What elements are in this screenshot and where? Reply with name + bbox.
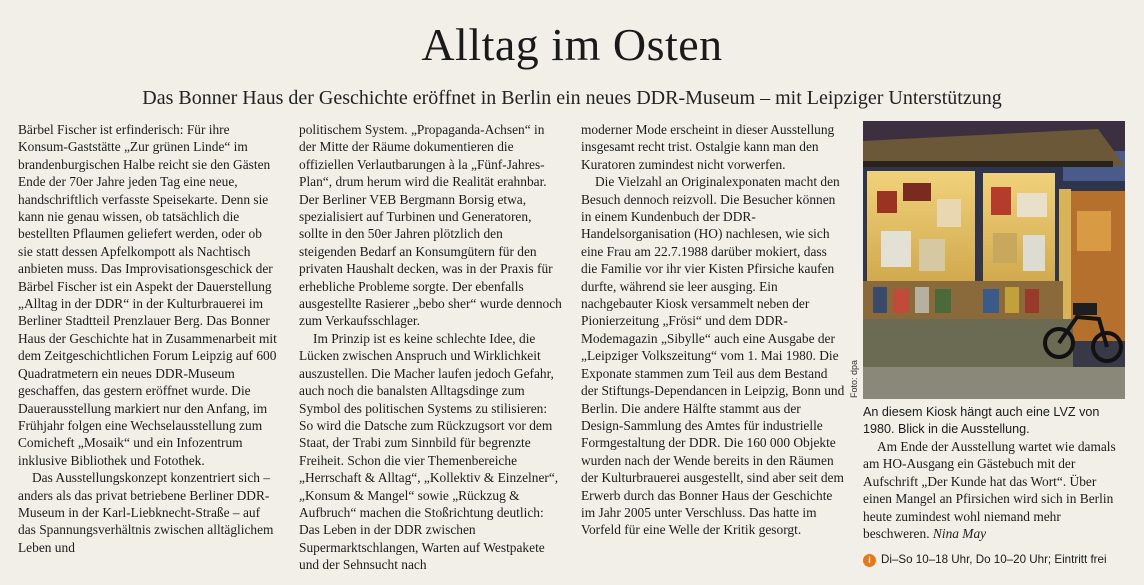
paragraph — [863, 438, 1127, 542]
kiosk-photo-image — [863, 121, 1125, 399]
subheadline: Das Bonner Haus der Geschichte eröffnet in Berlin ein neues DDR-Museum – mit Leipziger Unterstützung — [142, 87, 1002, 109]
paragraph: moderner Mode erscheint in dieser Ausstellung insgesamt recht trist. Ostalgie kann man den Kuratoren zumindest nicht vorwerfen. — [581, 122, 835, 172]
article-column-2 — [299, 121, 563, 574]
kiosk-photo — [863, 121, 1125, 399]
paragraph: politischem System. „Propaganda-Achsen“ in der Mitte der Räume dokumentieren die offiziellen Verlautbarungen à la „Fünf-Jahres-Plan“, drum herum wird die Realität erahnbar. Der Berliner VEB Bergmann Borsig etwa, spezialisiert auf Turbinen und Generatoren, sollte in den 50er Jahren plötzlich den steigenden Bedarf an Konsumgütern für den privaten Haushalt decken, was in der Praxis für erhebliche Probleme sorgte. Der ebenfalls ausgestellte Rasierer „bebo sher“ wurde dennoch zum Verkaufsschlager. — [299, 122, 562, 329]
opening-hours-info — [863, 552, 1133, 568]
info-icon: i — [863, 554, 876, 567]
photo-caption: An diesem Kiosk hängt auch eine LVZ von 1980. Blick in die Ausstellung. — [863, 405, 1100, 436]
paragraph: Das Ausstellungskonzept konzentriert sich – anders als das privat betriebene Berliner DDR-Museum in der Karl-Liebknecht-Straße – auf das Spannungsverhältnis zwischen alltäglichem Leben und — [18, 470, 274, 555]
paragraph-text: Am Ende der Ausstellung wartet wie damals am HO-Ausgang ein Gästebuch mit der Aufschrift „Der Kunde hat das Wort“. Über einen Mangel an Pfirsichen wird sich in Berlin heute zumindest wohl niemand mehr beschweren. — [863, 439, 1116, 542]
opening-hours-text: Di–So 10–18 Uhr, Do 10–20 Uhr; Eintritt frei — [881, 553, 1107, 566]
article-column-4 — [863, 438, 1127, 542]
paragraph: Bärbel Fischer ist erfinderisch: Für ihre Konsum-Gaststätte „Zur grünen Linde“ im brandenburgischen Halbe reicht sie den Gästen Ende der 70er Jahre jeden Tag eine neue, handschriftlich verfasste Speisekarte. Denn sie kann nie genau wissen, ob tatsächlich die bestellten Pflaumen geliefert werden, oder ob sie statt dessen Apfelkompott als Nachtisch anbieten muss. Das Improvisationsgeschick der Bärbel Fischer ist ein Aspekt der Dauerstellung „Alltag in der DDR“ in der Kulturbrauerei im Berliner Stadtteil Prenzlauer Berg. Das Bonner Haus der Geschichte hat in Zusammenarbeit mit dem Zeitgeschichtlichen Forum Leipzig auf 600 Quadratmetern ein neues DDR-Museum geschaffen, das gestern eröffnet wurde. Die Dauerausstellung markiert nur den Anfang, im Frühjahr folgen eine Wechselausstellung zum Comicheft „Mosaik“ und ein Infozentrum inklusive Bibliothek und Fotothek. — [18, 122, 277, 468]
article-column-3 — [581, 121, 845, 539]
headline: Alltag im Osten — [421, 19, 723, 70]
paragraph: Im Prinzip ist es keine schlechte Idee, die Lücken zwischen Anspruch und Wirklichkeit auszustellen. Die Macher laufen jedoch Gefahr, auch noch die banalsten Alltagsdinge zum Symbol des politischen Systems zu stilisieren: So wird die Datsche zum Rückzugsort vor dem Staat, der Trabi zum Sinnbild für begrenzte Freiheit. Schon die vier Themenbereiche „Herrschaft & Alltag“, „Kollektiv & Einzelner“, „Konsum & Mangel“ sowie „Rückzug & Aufbruch“ machen die Stoßrichtung deutlich: Das Leben in der DDR zwischen Supermarktschlangen, Warten auf Westpakete und der Sehnsucht nach — [299, 330, 559, 573]
paragraph: Die Vielzahl an Originalexponaten macht den Besuch dennoch reizvoll. Die Besucher können in einem Kundenbuch der DDR-Handelsorganisation (HO) nachlesen, wie sich eine Frau am 22.7.1988 darüber mokiert, dass die Familie vor ihr vier Kisten Pfirsiche kaufen durfte, während sie leer ausging. Ein nachgebauter Kiosk versammelt neben der Pionierzeitung „Frösi“ und dem DDR-Modemagazin „Sibylle“ auch eine Ausgabe der „Leipziger Volkszeitung“ vom 1. Mai 1980. Die Exponate stammen zum Teil aus dem Bestand der Stiftungs-Dependancen in Leipzig, Bonn und Berlin. Die andere Hälfte stammt aus der Design-Sammlung des Amtes für industrielle Formgestaltung der DDR. Die 160 000 Objekte wurden nach der Wende bereits in den Räumen der Kulturbrauerei ausgestellt, sind aber seit dem Erwerb durch das Bonner Haus der Geschichte im Jahr 2005 unter Verschluss. Das hatte im Vorfeld für eine Welle der Kritik gesorgt. — [581, 174, 845, 538]
author-byline: Nina May — [932, 526, 987, 542]
photo-credit: Foto: dpa — [849, 359, 859, 398]
article-column-1 — [18, 121, 280, 556]
